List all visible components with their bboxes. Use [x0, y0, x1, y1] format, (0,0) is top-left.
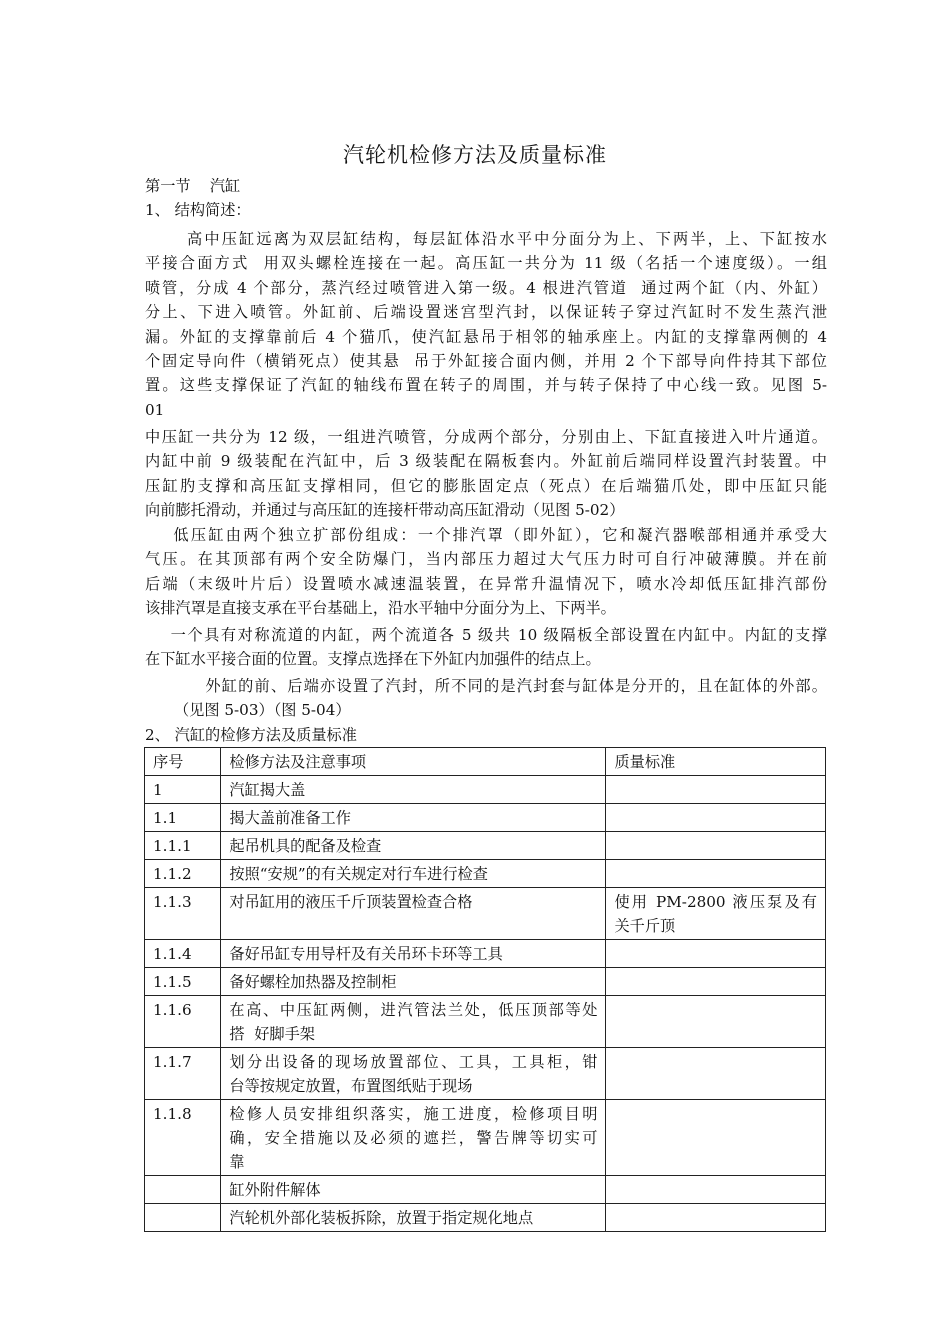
text-line: 一个具有对称流道的内缸，两个流道各 5 级共 10 级隔板全部设置在内缸中。内缸的支撑: [145, 626, 827, 644]
cell-method: [221, 968, 606, 996]
cell-no: 1.1.8: [145, 1100, 221, 1176]
document-title: 汽轮机检修方法及质量标准: [343, 143, 607, 167]
paragraph-ip-cylinder: [145, 425, 827, 523]
maintenance-standard-table: [144, 747, 826, 1232]
text-line: 该排汽罩是直接支承在平台基础上，沿水平轴中分面分为上、下两半。: [145, 599, 616, 618]
cell-no: 1.1.3: [145, 888, 221, 940]
cell-method: [221, 804, 606, 832]
table-row: [145, 1176, 826, 1204]
cell-no: 1.1.6: [145, 996, 221, 1048]
cell-method-line: 汽缸揭大盖: [229, 781, 306, 799]
text-line: 个固定导向件（横销死点）使其悬 吊于外缸接合面内侧，并用 2 个下部导向件持其下部位: [145, 352, 827, 371]
cell-method-line: 汽轮机外部化装板拆除，放置于指定规化地点: [229, 1209, 534, 1227]
cell-standard: [606, 1100, 826, 1176]
text-line: 低压缸由两个独立扩部份组成：一个排汽罩（即外缸），它和凝汽器喉部相通并承受大: [145, 526, 827, 544]
text-line: 外缸的前、后端亦设置了汽封，所不同的是汽封套与缸体是分开的，且在缸体的外部。: [145, 677, 827, 695]
table-row: [145, 888, 826, 940]
cell-method-line: 检修人员安排组织落实，施工进度，检修项目明: [229, 1105, 598, 1123]
text-line: 置。这些支撑保证了汽缸的轴线布置在转子的周围，并与转子保持了中心线一致。见图 5-: [145, 376, 827, 395]
cell-standard: [606, 888, 826, 940]
cell-method-line: 靠: [229, 1153, 245, 1171]
table-header-row: [145, 748, 826, 776]
table-row: [145, 1204, 826, 1232]
table-row: [145, 804, 826, 832]
cell-method: [221, 996, 606, 1048]
paragraph-outer-cylinder: [145, 674, 827, 723]
text-line: 后端（末级叶片后）设置喷水减速温装置，在异常升温情况下，喷水冷却低压缸排汽部份: [145, 574, 827, 593]
paragraph-inner-cylinder: [145, 623, 827, 672]
cell-standard: [606, 1048, 826, 1100]
cell-standard: [606, 968, 826, 996]
cell-no: 1.1.5: [145, 968, 221, 996]
cell-method: [221, 832, 606, 860]
text-line: 向前膨托滑动，并通过与高压缸的连接杆带动高压缸滑动（见图 5-02）: [145, 501, 625, 520]
cell-method-line: 按照“安规”的有关规定对行车进行检查: [229, 865, 488, 883]
table-row: [145, 968, 826, 996]
cell-method-line: 起吊机具的配备及检查: [229, 837, 382, 855]
cell-method: [221, 860, 606, 888]
text-line: 高中压缸远离为双层缸结构，每层缸体沿水平中分面分为上、下两半，上、下缸按水: [145, 230, 827, 248]
heading-structure: 1、 结构简述：: [145, 201, 251, 220]
cell-method-line: 缸外附件解体: [229, 1181, 321, 1199]
cell-method: [221, 776, 606, 804]
cell-method-line: 揭大盖前准备工作: [229, 809, 351, 827]
cell-no: [145, 1204, 221, 1232]
cell-no: 1.1.2: [145, 860, 221, 888]
text-line: 分上、下进入喷管。外缸前、后端设置迷宫型汽封，以保证转子穿过汽缸时不发生蒸汽泄: [145, 303, 827, 322]
cell-no: [145, 1176, 221, 1204]
table-row: [145, 860, 826, 888]
text-line: 喷管，分成 4 个部分，蒸汽经过喷管进入第一级。4 根进汽管道 通过两个缸（内、外缸）: [145, 278, 827, 297]
heading-maintenance-text: 2、 汽缸的检修方法及质量标准: [145, 726, 357, 744]
section-title: 第一节 汽缸: [145, 177, 241, 195]
cell-no: 1.1.1: [145, 832, 221, 860]
cell-no: 1.1: [145, 804, 221, 832]
cell-standard: [606, 776, 826, 804]
cell-method: [221, 1204, 606, 1232]
cell-standard: [606, 1204, 826, 1232]
cell-method-line: 在高、中压缸两侧，进汽管法兰处，低压顶部等处: [229, 1001, 598, 1019]
cell-method-line: 搭 好脚手架: [229, 1025, 315, 1043]
text-line: （见图 5-03）（图 5-04）: [145, 701, 351, 720]
cell-method-line: 对吊缸用的液压千斤顶装置检查合格: [229, 893, 473, 911]
cell-method: [221, 888, 606, 940]
text-line: 01: [145, 400, 165, 419]
text-line: 压缸肑支撑和高压缸支撑相同，但它的膨胀固定点（死点）在后端猫爪处，即中压缸只能: [145, 476, 827, 495]
cell-method-line: 划分出设备的现场放置部位、工具，工具柜，钳: [229, 1053, 598, 1071]
text-line: 气压。在其顶部有两个安全防爆门，当内部压力超过大气压力时可自行冲破薄膜。并在前: [145, 550, 827, 569]
cell-method: [221, 940, 606, 968]
cell-method-line: 确，安全措施以及必须的遮拦，警告牌等切实可: [229, 1129, 598, 1147]
header-standard: 质量标准: [606, 748, 826, 776]
cell-no: 1: [145, 776, 221, 804]
cell-no: 1.1.7: [145, 1048, 221, 1100]
cell-method: [221, 1100, 606, 1176]
cell-standard: [606, 832, 826, 860]
table-row: [145, 996, 826, 1048]
cell-method: [221, 1176, 606, 1204]
cell-method-line: 备好螺栓加热器及控制柜: [229, 973, 397, 991]
cell-standard: [606, 996, 826, 1048]
cell-method-line: 台等按规定放置，布置图纸贴于现场: [229, 1077, 473, 1095]
heading-maintenance: [145, 723, 827, 747]
table-row: [145, 776, 826, 804]
table-row: [145, 940, 826, 968]
section-heading: [145, 174, 827, 223]
cell-method: [221, 1048, 606, 1100]
table-row: [145, 1100, 826, 1176]
table-row: [145, 832, 826, 860]
cell-standard: [606, 1176, 826, 1204]
cell-standard: [606, 940, 826, 968]
cell-standard: [606, 860, 826, 888]
text-line: 中压缸一共分为 12 级，一组进汽喷管，分成两个部分，分别由上、下缸直接进入叶片通道。: [145, 428, 827, 446]
cell-standard-line: 使用 PM-2800 液压泵及有: [614, 893, 817, 911]
cell-no: 1.1.4: [145, 940, 221, 968]
paragraph-lp-cylinder: [145, 523, 827, 621]
text-line: 平接合面方式 用双头螺栓连接在一起。高压缸一共分为 11 级（名括一个速度级）。一组: [145, 254, 827, 273]
table-row: [145, 1048, 826, 1100]
text-line: 内缸中前 9 级装配在汽缸中，后 3 级装配在隔板套内。外缸前后端同样设置汽封装置。中: [145, 452, 827, 471]
text-line: 漏。外缸的支撑靠前后 4 个猫爪，使汽缸悬吊于相邻的轴承座上。内缸的支撑靠两侧的 4: [145, 327, 827, 346]
text-line: 在下缸水平接合面的位置。支撑点选择在下外缸内加强件的结点上。: [145, 650, 601, 669]
paragraph-hp-cylinder: [145, 227, 827, 422]
header-method: 检修方法及注意事项: [221, 748, 606, 776]
cell-method-line: 备好吊缸专用导杆及有关吊环卡环等工具: [229, 945, 503, 963]
header-no: 序号: [145, 748, 221, 776]
cell-standard: [606, 804, 826, 832]
cell-standard-line: 关千斤顶: [614, 917, 676, 935]
